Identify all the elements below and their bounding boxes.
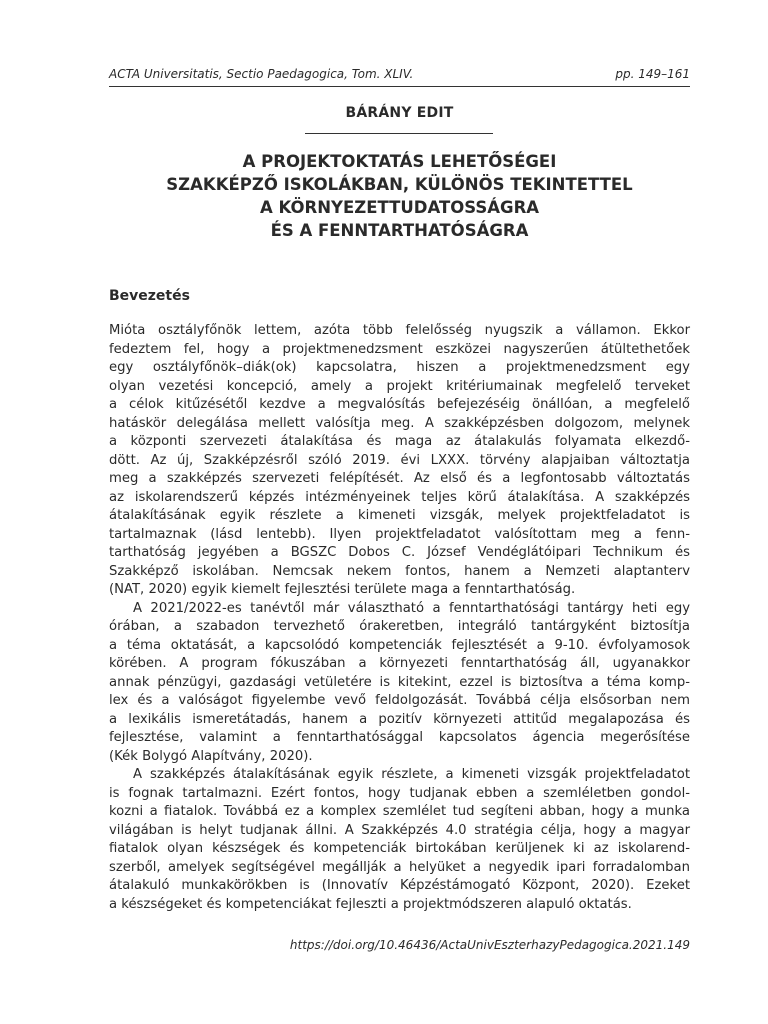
text-line: körében. A program fókuszában a környezeti fenntarthatóság áll, ugyanakkor [109, 656, 690, 671]
paragraph [109, 322, 690, 600]
text-line: hatáskör delegálása mellett valósítja meg. A szakképzésben dolgozom, melynek [109, 415, 690, 431]
text-line: szerből, amelyek segítségével megállják a helyüket a negyedik ipari forradalomban [109, 859, 690, 875]
author-divider [305, 133, 493, 134]
paragraph [109, 766, 690, 914]
text-line: átalakításának egyik részlete a kimeneti vizsgák, melyek projektfeladatot is [109, 508, 690, 523]
body-text [109, 322, 690, 914]
article-title [109, 150, 690, 242]
text-line: dött. Az új, Szakképzésről szóló 2019. évi LXXX. törvény alapjaiban változtatja [109, 452, 690, 468]
title-line: A KÖRNYEZETTUDATOSSÁGRA [259, 198, 540, 217]
title-line: SZAKKÉPZŐ ISKOLÁKBAN, KÜLÖNÖS TEKINTETTEL [166, 175, 633, 194]
text-line: tartalmaznak (lásd lentebb). Ilyen projektfeladatot valósítottam meg a fenn- [109, 526, 690, 542]
section-heading: Bevezetés [109, 288, 190, 304]
text-line: (Kék Bolygó Alapítvány, 2020). [109, 748, 313, 764]
text-line: is fognak tartalmazni. Ezért fontos, hogy tudjanak ebben a szemléletben gondol- [109, 785, 690, 801]
text-line: az iskolarendszerű képzés intézményeinek teljes körű átalakítása. A szakképzés [109, 489, 690, 505]
text-line: (NAT, 2020) egyik kiemelt fejlesztési területe maga a fenntarthatóság. [109, 582, 576, 597]
title-line: A PROJEKTOKTATÁS LEHETŐSÉGEI [242, 152, 557, 171]
text-line: Szakképző iskolában. Nemcsak nekem fontos, hanem a Nemzeti alaptanterv [109, 563, 690, 579]
document-page [109, 0, 690, 1024]
text-line: A szakképzés átalakításának egyik részlete, a kimeneti vizsgák projektfeladatot [133, 767, 690, 782]
author-name: BÁRÁNY EDIT [345, 105, 454, 121]
text-line: egy osztályfőnök–diák(ok) kapcsolatra, hiszen a projektmenedzsment egy [109, 360, 690, 375]
text-line: meg a szakképzés szervezeti felépítését. Az első és a legfontosabb változtatás [109, 471, 690, 486]
text-line: világában is helyt tudjanak állni. A Szakképzés 4.0 stratégia célja, hogy a magyar [109, 822, 690, 838]
title-line: ÉS A FENNTARTHATÓSÁGRA [270, 221, 529, 240]
text-line: a központi szervezeti átalakítása és maga az átalakulás folyamata elkezdő- [109, 434, 690, 449]
text-line: a készségeket és kompetenciákat fejleszti a projektmódszeren alapuló oktatás. [109, 896, 632, 912]
text-line: kozni a fiatalok. Továbbá ez a komplex szemlélet tud segíteni abban, hogy a munka [109, 804, 690, 819]
text-line: órában, a szabadon tervezhető órakeretben, integráló tantárgyként biztosítja [109, 619, 690, 634]
text-line: fedeztem fel, hogy a projektmenedzsment eszközei nagyszerűen átültethetőek [109, 341, 690, 357]
text-line: fejlesztése, valamint a fenntarthatósággal kapcsolatos ágencia megerősítése [109, 730, 690, 745]
doi-link[interactable]: https://doi.org/10.46436/ActaUnivEszterhazyPedagogica.2021.149 [289, 938, 690, 952]
text-line: a lexikális ismeretátadás, hanem a pozitív környezeti attitűd megalapozása és [109, 711, 690, 727]
text-line: Mióta osztályfőnök lettem, azóta több felelősség nyugszik a vállamon. Ekkor [109, 323, 690, 338]
paragraph [109, 600, 690, 767]
text-line: annak pénzügyi, gazdasági vetületére is kitekint, ezzel is biztosítva a téma komp- [109, 674, 690, 690]
text-line: a téma oktatását, a kapcsolódó kompetenciák fejlesztését a 9-10. évfolyamosok [109, 637, 690, 653]
text-line: fiatalok olyan készségek és kompetenciák birtokában kerüljenek ki az iskolarend- [109, 841, 690, 856]
text-line: átalakuló munkakörökben is (Innovatív Képzéstámogató Központ, 2020). Ezeket [109, 878, 690, 893]
text-line: lex és a valóságot figyelembe vevő feldolgozását. Továbbá célja elsősorban nem [109, 693, 690, 708]
text-line: a célok kitűzésétől kezdve a megvalósítás befejezéséig önállóan, a megfelelő [109, 397, 690, 412]
text-line: A 2021/2022-es tanévtől már választható a fenntarthatósági tantárgy heti egy [133, 600, 690, 616]
running-head [109, 66, 690, 87]
text-line: olyan vezetési koncepció, amely a projekt kritériumainak megfelelő terveket [109, 378, 690, 394]
text-line: tarthatóság jegyében a BGSZC Dobos C. József Vendéglátóipari Technikum és [109, 545, 690, 560]
page-range: pp. 149–161 [615, 67, 690, 81]
journal-citation: ACTA Universitatis, Sectio Paedagogica, Tom. XLIV. [109, 67, 414, 81]
